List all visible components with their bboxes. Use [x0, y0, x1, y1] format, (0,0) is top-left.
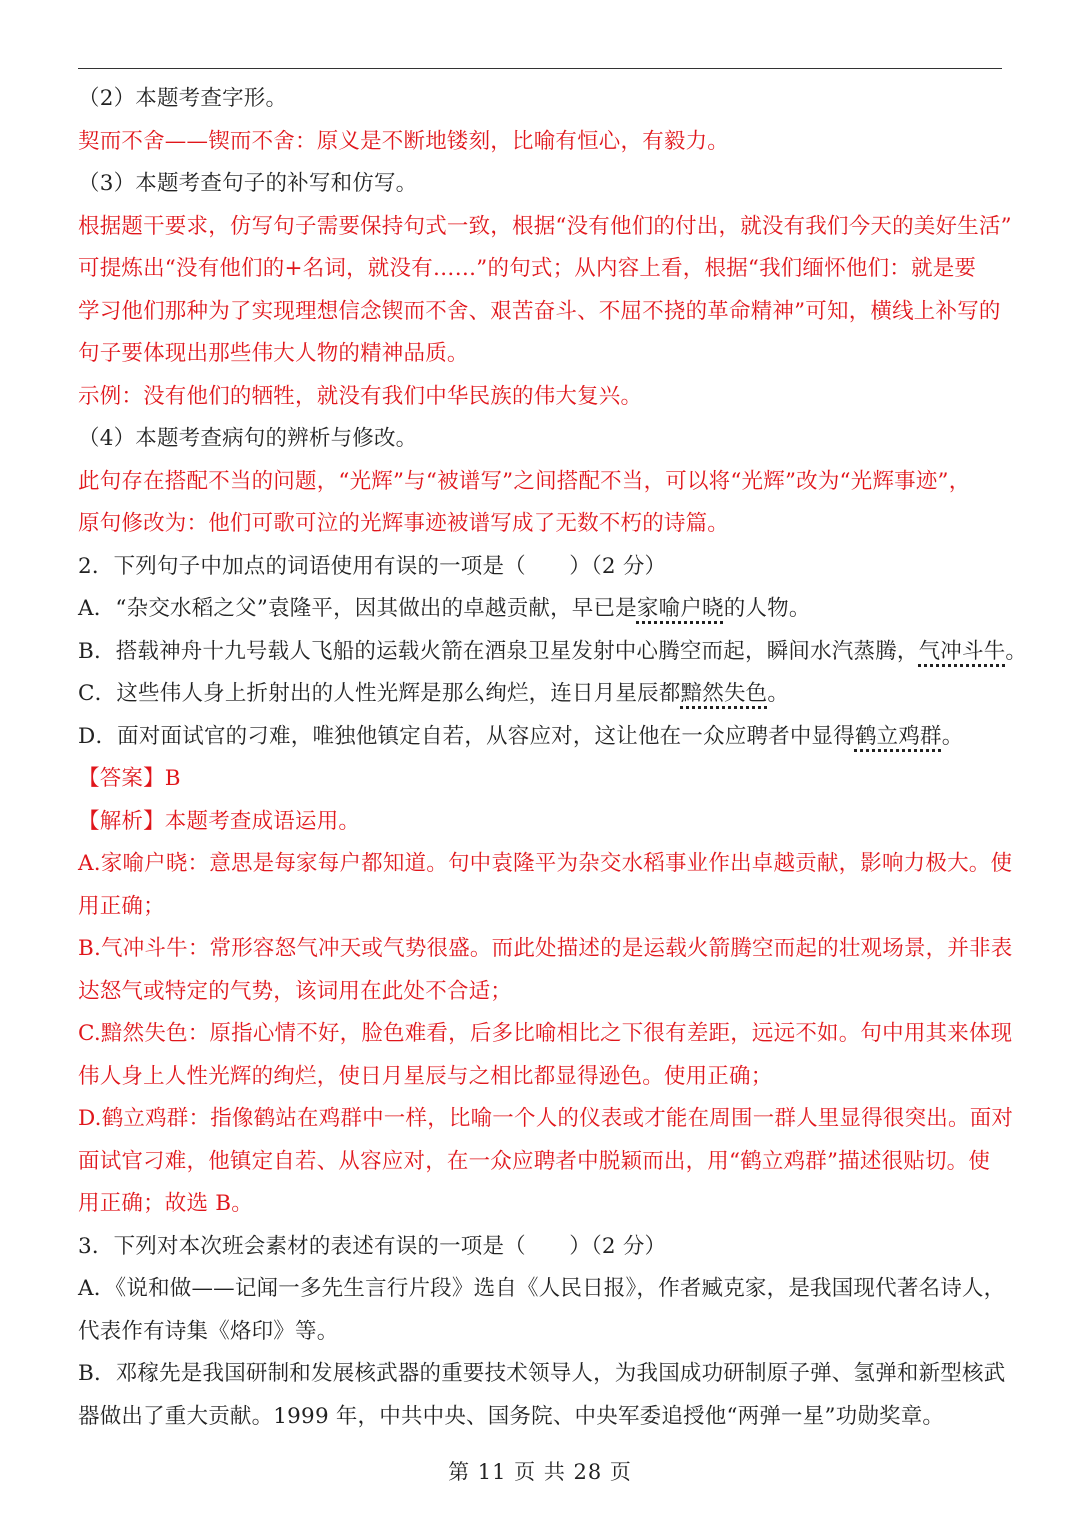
q2-option-c: C．这些伟人身上折射出的人性光辉是那么绚烂，连日月星辰都黯然失色。: [78, 681, 790, 706]
dotted-word: 气冲斗牛: [918, 638, 1006, 664]
q2-option-a: A．“杂交水稻之父”袁隆平，因其做出的卓越贡献，早已是家喻户晓的人物。: [78, 596, 811, 621]
dotted-word: 家喻户晓: [636, 596, 724, 621]
q2-analysis-b-2: 达怒气或特定的气势，该词用在此处不合适；: [78, 978, 513, 1004]
q2-analysis-c-1: C.黯然失色：原指心情不好，脸色难看，后多比喻相比之下很有差距，远远不如。句中用其来体现: [78, 1021, 1013, 1046]
q1-sub3-example: 示例：没有他们的牺牲，就没有我们中华民族的伟大复兴。: [78, 383, 643, 409]
q3-option-b-1: B．邓稼先是我国研制和发展核武器的重要技术领导人，为我国成功研制原子弹、氢弹和新型核武: [78, 1361, 1006, 1386]
q2-stem: 2．下列句子中加点的词语使用有误的一项是（ ）（2 分）: [78, 553, 667, 579]
q2-answer: 【答案】B: [78, 766, 181, 791]
q2-option-d: D．面对面试官的刁难，唯独他镇定自若，从容应对，这让他在一众应聘者中显得鹤立鸡群。: [78, 723, 964, 749]
q1-sub2-explain: 契而不舍——锲而不舍：原义是不断地镂刻，比喻有恒心，有毅力。: [78, 128, 730, 154]
q2-analysis-b-1: B.气冲斗牛：常形容怒气冲天或气势很盛。而此处描述的是运载火箭腾空而起的壮观场景，并非表: [78, 936, 1013, 961]
q2-analysis-d-2: 面试官刁难，他镇定自若、从容应对，在一众应聘者中脱颖而出，用“鹤立鸡群”描述很贴切。使: [78, 1148, 991, 1174]
q2-analysis-d-1: D.鹤立鸡群：指像鹤站在鸡群中一样，比喻一个人的仪表或才能在周围一群人里显得很突出。面对: [78, 1106, 1014, 1131]
q2-analysis-a-1: A.家喻户晓：意思是每家每户都知道。句中袁隆平为杂交水稻事业作出卓越贡献，影响力极大。使: [78, 851, 1013, 876]
q2-analysis-d-3: 用正确；故选 B。: [78, 1191, 253, 1216]
q3-option-a-1: A．《说和做——记闻一多先生言行片段》选自《人民日报》，作者臧克家，是我国现代著名诗人，: [78, 1276, 1006, 1301]
q2-analysis-c-2: 伟人身上人性光辉的绚烂，使日月星辰与之相比都显得逊色。使用正确；: [78, 1063, 773, 1089]
header-rule: [78, 68, 1002, 69]
page-content: [78, 78, 1028, 1438]
q1-sub3-explain-1: 根据题干要求，仿写句子需要保持句式一致，根据“没有他们的付出，就没有我们今天的美好生活”: [78, 213, 1012, 239]
dotted-word: 鹤立鸡群: [854, 723, 942, 749]
q2-analysis-a-2: 用正确；: [78, 893, 165, 919]
q1-sub3-heading: （3）本题考查句子的补写和仿写。: [78, 171, 418, 196]
q1-sub3-explain-3: 学习他们那种为了实现理想信念锲而不舍、艰苦奋斗、不屈不挠的革命精神”可知，横线上补写的: [78, 298, 1001, 324]
q1-sub4-explain-1: 此句存在搭配不当的问题，“光辉”与“被谱写”之间搭配不当，可以将“光辉”改为“光辉事迹”，: [78, 468, 971, 494]
dotted-word: 黯然失色: [680, 681, 768, 706]
q1-sub3-explain-2: 可提炼出“没有他们的+名词，就没有……”的句式；从内容上看，根据“我们缅怀他们：就是要: [78, 256, 977, 281]
q2-option-b: B．搭载神舟十九号载人飞船的运载火箭在酒泉卫星发射中心腾空而起，瞬间水汽蒸腾，气冲斗牛。: [78, 638, 1028, 664]
q1-sub4-heading: （4）本题考查病句的辨析与修改。: [78, 426, 418, 451]
q1-sub3-explain-4: 句子要体现出那些伟大人物的精神品质。: [78, 341, 469, 366]
q3-stem: 3．下列对本次班会素材的表述有误的一项是（ ）（2 分）: [78, 1233, 667, 1259]
q1-sub2-heading: （2）本题考查字形。: [78, 86, 288, 111]
q2-analysis: 【解析】本题考查成语运用。: [78, 808, 361, 834]
page-number: 第 11 页 共 28 页: [448, 1460, 632, 1484]
q3-option-a-2: 代表作有诗集《烙印》等。: [78, 1318, 339, 1344]
q3-option-b-2: 器做出了重大贡献。1999 年，中共中央、国务院、中央军委追授他“两弹一星”功勋奖章。: [78, 1403, 945, 1429]
q1-sub4-explain-2: 原句修改为：他们可歌可泣的光辉事迹被谱写成了无数不朽的诗篇。: [78, 511, 730, 536]
